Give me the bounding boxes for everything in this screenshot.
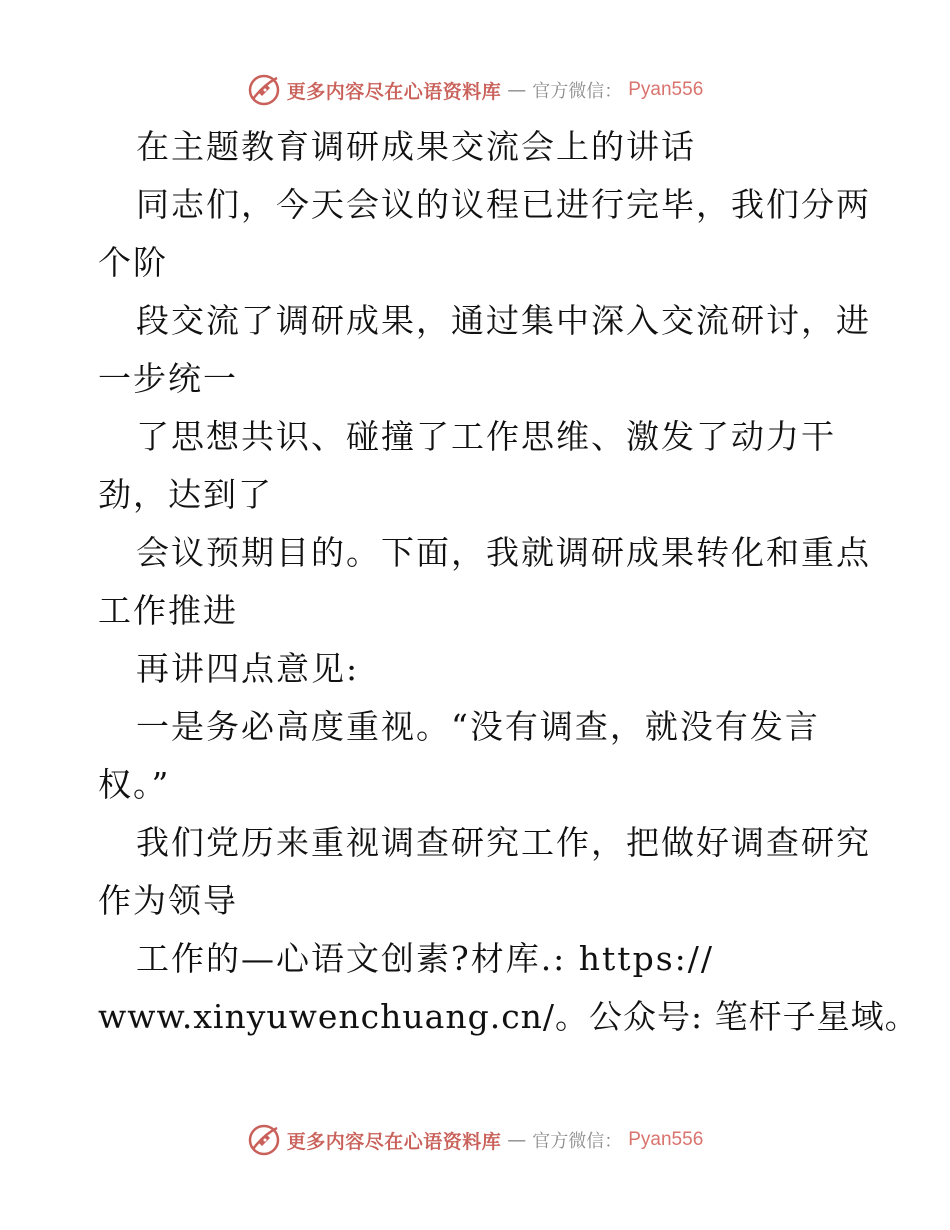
paragraph-line: 作为领导 xyxy=(98,881,238,920)
paragraph-line: 会议预期目的。下面，我就调研成果转化和重点 xyxy=(136,533,871,572)
banner-wechat-id: Pyan556 xyxy=(628,79,704,100)
paragraph-line: 同志们，今天会议的议程已进行完毕，我们分两 xyxy=(136,185,871,224)
paragraph-line: www.xinyuwenchuang.cn/。公众号: 笔杆子星域。 xyxy=(98,997,919,1036)
banner-official-label: 官方微信： xyxy=(532,81,623,102)
footer-banner xyxy=(0,1120,950,1160)
paragraph-line: 我们党历来重视调查研究工作，把做好调查研究 xyxy=(136,823,871,862)
banner-official-label: 官方微信： xyxy=(532,1131,623,1152)
paragraph-line: 了思想共识、碰撞了工作思维、激发了动力干 xyxy=(136,417,836,456)
header-banner xyxy=(0,70,950,110)
pen-logo-icon xyxy=(247,1123,281,1157)
paragraph-line: 工作推进 xyxy=(98,591,238,630)
paragraph-line: 劲，达到了 xyxy=(98,475,273,514)
paragraph-line: 段交流了调研成果，通过集中深入交流研讨，进 xyxy=(136,301,871,340)
banner-brand-text: 更多内容尽在心语资料库 xyxy=(286,1130,502,1153)
pen-logo-icon xyxy=(247,73,281,107)
paragraph-line: 一步统一 xyxy=(98,359,238,398)
paragraph-line: 工作的—心语文创素?材库.: https:// xyxy=(136,939,714,978)
paragraph-line: 个阶 xyxy=(98,243,168,282)
banner-brand-text: 更多内容尽在心语资料库 xyxy=(286,80,502,103)
banner-separator: — xyxy=(507,79,527,101)
paragraph-line: 权。” xyxy=(98,765,171,804)
banner-separator: — xyxy=(507,1129,527,1151)
document-title: 在主题教育调研成果交流会上的讲话 xyxy=(136,127,696,166)
paragraph-line: 再讲四点意见: xyxy=(136,649,360,688)
banner-wechat-id: Pyan556 xyxy=(628,1129,704,1150)
paragraph-line: 一是务必高度重视。“没有调查，就没有发言 xyxy=(136,707,820,746)
